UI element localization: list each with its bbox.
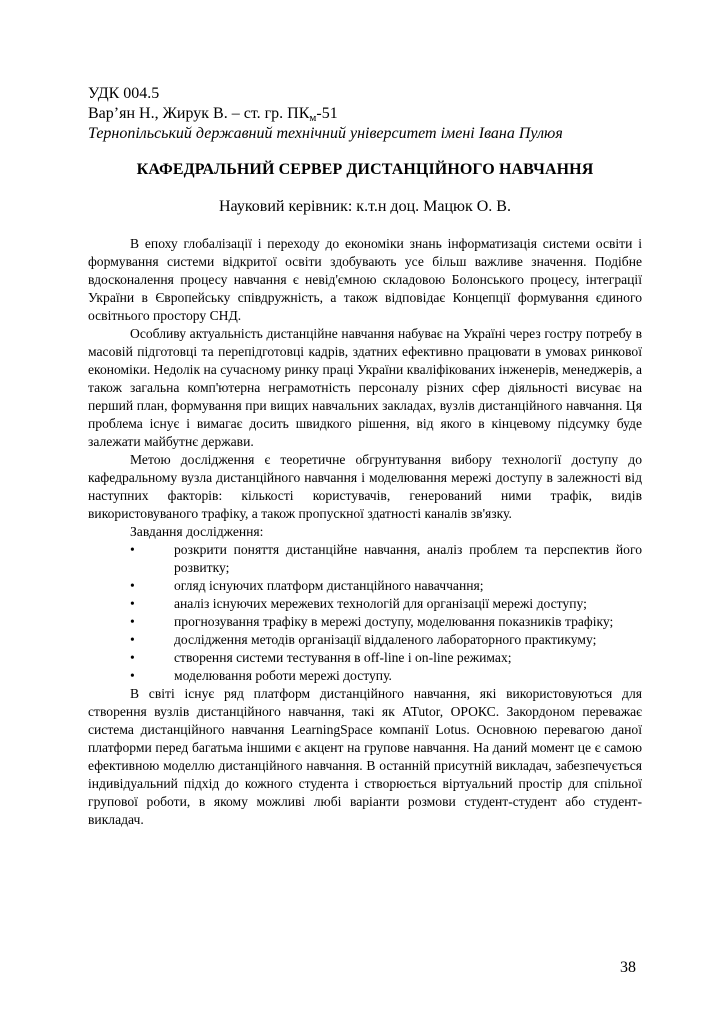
tasks-heading: Завдання дослідження: bbox=[130, 524, 264, 539]
paragraph-platforms: В світі існує ряд платформ дистанційного навчання, які використовуються для створення вузлів дистанційного навчання, такі як ATutor, ОРОКС. Закордоном переважає система дистанційного навчання LearningSpace компанії Lotus. Основною перевагою даної платформи перед багатьма іншими є акцент на групове навчання. На даний момент це є самою ефективною моделлю дистанційного навчання. В останній присутній викладач, забезпечується індивідуальний підхід до кожного студента і створюється віртуальний простір для спільної групової роботи, в якому можливі любі варіанти розмови студент-студент або студент-викладач. bbox=[88, 686, 642, 827]
paper-title: КАФЕДРАЛЬНИЙ СЕРВЕР ДИСТАНЦІЙНОГО НАВЧАННЯ bbox=[136, 161, 594, 178]
list-item-text: моделювання роботи мережі доступу. bbox=[174, 668, 392, 683]
paper-body bbox=[88, 235, 642, 829]
bullet-icon: • bbox=[130, 668, 135, 683]
paragraph-goal: Метою дослідження є теоретичне обгрунтування вибору технології доступу до кафедральному вузла дистанційного навчання і моделювання мережі доступу в залежності від наступних факторів: кількості користувачів, генерований ними трафік, видів використовуваного трафіку, а також пропускної здатності каналів зв'язку. bbox=[88, 452, 642, 521]
bullet-icon: • bbox=[130, 578, 135, 593]
group-number: -51 bbox=[316, 105, 338, 122]
list-item bbox=[88, 541, 642, 577]
list-item-text: дослідження методів організації віддаленого лабораторного практикуму; bbox=[174, 632, 597, 647]
tasks-list bbox=[88, 541, 642, 685]
paragraph-intro: В епоху глобалізації і переходу до економіки знань інформатизація системи освіти і формування системи відкритої освіти здобувають усе більш важливе значення. Подібне вдосконалення процесу навчання є невід'ємною складовою Болонського процесу, інтеграції України в Європейську співдружність, а також відповідає Концепції формування єдиного освітнього простору СНД. bbox=[88, 236, 642, 323]
list-item bbox=[88, 667, 642, 685]
paragraph-relevance: Особливу актуальність дистанційне навчання набуває на Україні через гостру потребу в масовій підготовці та перепідготовці кадрів, здатних ефективно працювати в умовах ринкової економіки. Недолік на сучасному ринку праці України кваліфікованих інженерів, менеджерів, а також загальна комп'ютерна неграмотність персоналу різних сфер діяльності висуває на перший план, формування при вищих навчальних закладах, вузлів дистанційного навчання. Ця проблема існує і вимагає досить швидкого рішення, від якого в кінцевому підсумку буде залежати майбутнє держави. bbox=[88, 326, 642, 449]
bullet-icon: • bbox=[130, 542, 135, 557]
page-number: 38 bbox=[620, 959, 636, 976]
list-item-text: прогнозування трафіку в мережі доступу, моделювання показників трафіку; bbox=[174, 614, 614, 629]
group-subscript: м bbox=[309, 112, 317, 124]
list-item-text: огляд існуючих платформ дистанційного наваччання; bbox=[174, 578, 484, 593]
list-item bbox=[88, 613, 642, 631]
list-item-text: розкрити поняття дистанційне навчання, аналіз проблем та перспектив його розвитку; bbox=[174, 542, 642, 575]
bullet-icon: • bbox=[130, 614, 135, 629]
page-content bbox=[88, 84, 642, 829]
authors-names: Вар’ян Н., Жирук В. – ст. гр. ПК bbox=[88, 105, 310, 122]
bullet-icon: • bbox=[130, 632, 135, 647]
list-item-text: створення системи тестування в off-line і on-line режимах; bbox=[174, 650, 512, 665]
udk-code: УДК 004.5 bbox=[88, 85, 160, 102]
list-item bbox=[88, 595, 642, 613]
university-name: Тернопільський державний технічний університет імені Івана Пулюя bbox=[88, 125, 563, 142]
authors-line bbox=[88, 104, 642, 124]
list-item bbox=[88, 631, 642, 649]
list-item bbox=[88, 649, 642, 667]
supervisor-line: Науковий керівник: к.т.н доц. Мацюк О. В. bbox=[219, 198, 511, 215]
list-item-text: аналіз існуючих мережевих технологій для організації мережі доступу; bbox=[174, 596, 587, 611]
list-item bbox=[88, 577, 642, 595]
bullet-icon: • bbox=[130, 650, 135, 665]
bullet-icon: • bbox=[130, 596, 135, 611]
